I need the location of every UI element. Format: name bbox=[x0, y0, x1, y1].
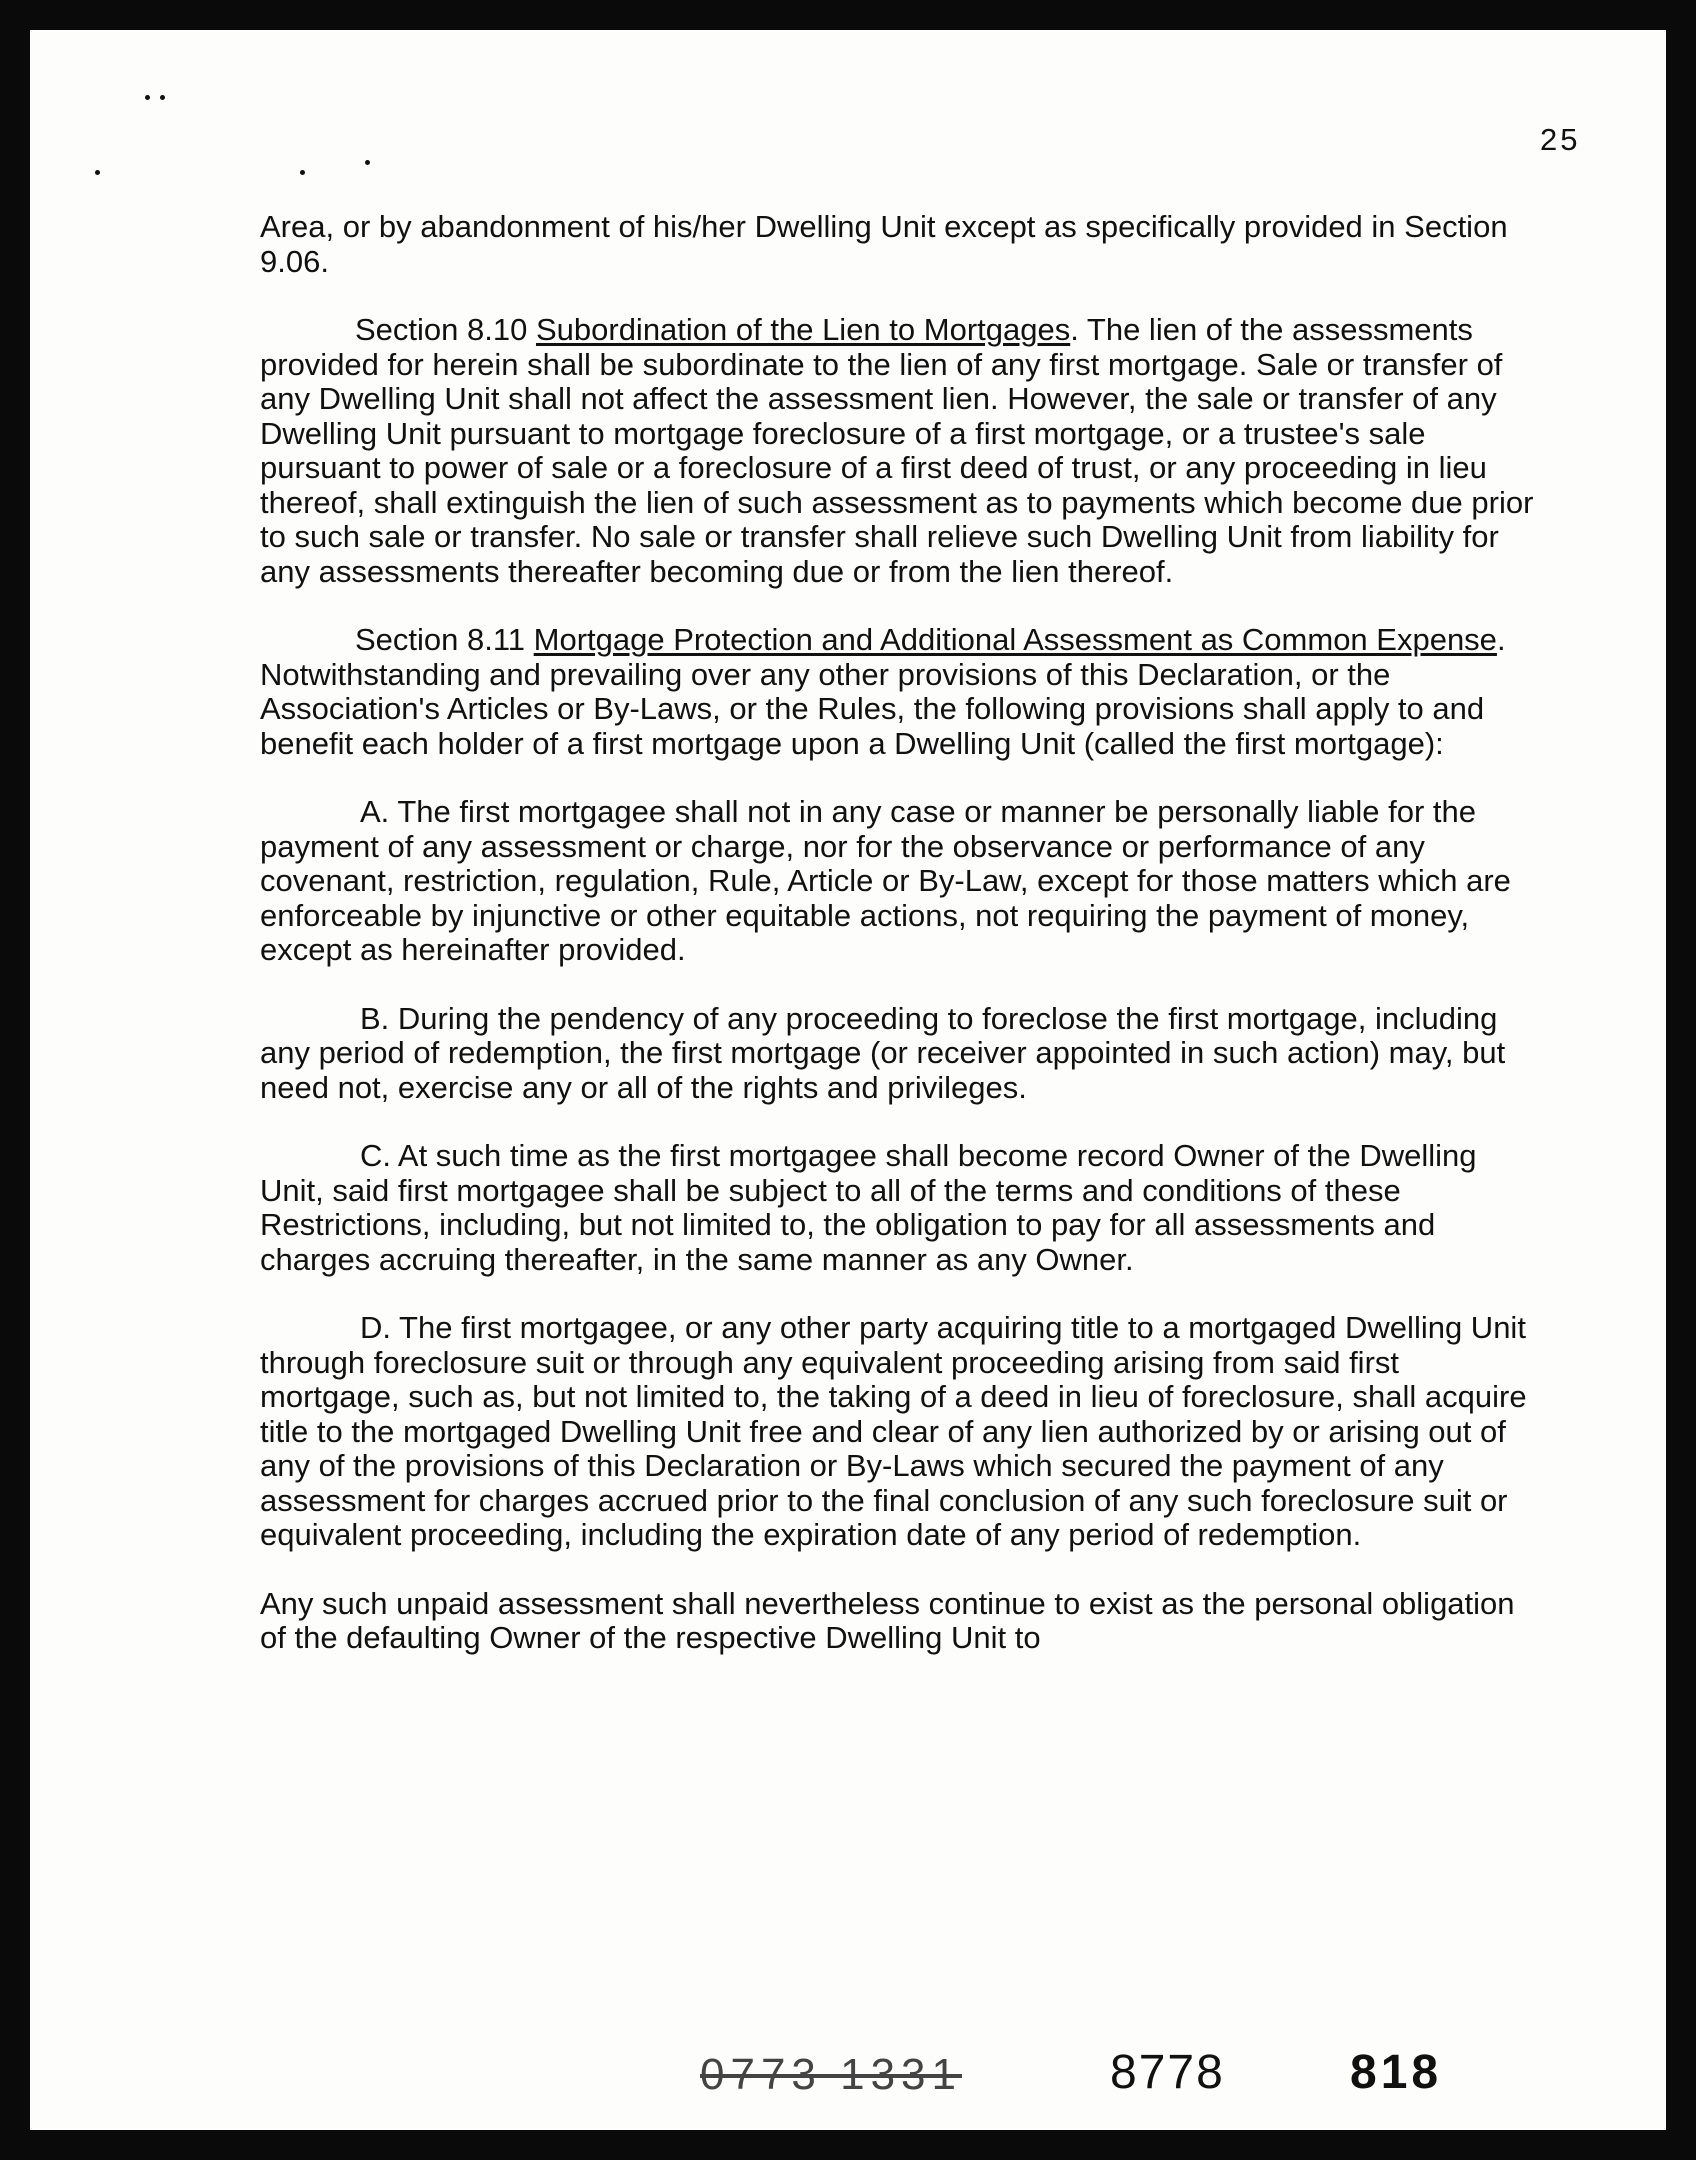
paragraph-final: Any such unpaid assessment shall nevertheless continue to exist as the personal obligation of the defaulting Owner of the respective Dwelling Unit to bbox=[260, 1585, 1515, 1655]
struck-record-number: 0773 1331 bbox=[700, 2050, 962, 2099]
record-page: 818 bbox=[1350, 2046, 1443, 2099]
section-label: Section 8.11 bbox=[355, 622, 534, 657]
provision-c: C. At such time as the first mortgagee shall become record Owner of the Dwelling Unit, said first mortgagee shall be subject to all of the terms and conditions of these Restrictions, including, but not limited to, the obligation to pay for all assessments and charges accruing thereafter, in the same manner as any Owner. bbox=[260, 1138, 1477, 1277]
provision-a: A. The first mortgagee shall not in any case or manner be personally liable for the payment of any assessment or charge, nor for the observance or performance of any covenant, restriction, regulation, Rule, Article or By-Law, except for those matters which are enforceable by injunctive or other equitable actions, not requiring the payment of money, except as hereinafter provided. bbox=[260, 794, 1511, 967]
section-body: . The lien of the assessments provided for herein shall be subordinate to the lien of any first mortgage. Sale or transfer of any Dwelling Unit shall not affect the assessment lien. However, the sale or transfer of any Dwelling Unit pursuant to mortgage foreclosure of a first mortgage, or a trustee's sale pursuant to power of sale or a foreclosure of a first deed of trust, or any proceeding in lieu thereof, shall extinguish the lien of such assessment as to payments which become due prior to such sale or transfer. No sale or transfer shall relieve such Dwelling Unit from liability for any assessments thereafter becoming due or from the lien thereof. bbox=[260, 312, 1534, 589]
document-page bbox=[30, 30, 1666, 2130]
paragraph-continuation: Area, or by abandonment of his/her Dwelling Unit except as specifically provided in Section 9.06. bbox=[260, 209, 1508, 279]
section-label: Section 8.10 bbox=[355, 312, 536, 347]
scan-speck bbox=[160, 95, 165, 100]
scan-speck bbox=[300, 170, 305, 175]
section-title: Mortgage Protection and Additional Assessment as Common Expense bbox=[533, 622, 1497, 657]
document-body bbox=[260, 210, 1540, 1690]
section-title: Subordination of the Lien to Mortgages bbox=[535, 312, 1071, 347]
scan-speck bbox=[365, 160, 370, 165]
provision-d: D. The first mortgagee, or any other party acquiring title to a mortgaged Dwelling Unit through foreclosure suit or through any equivalent proceeding arising from said first mortgage, such as, but not limited to, the taking of a deed in lieu of foreclosure, shall acquire title to the mortgaged Dwelling Unit free and clear of any lien authorized by or arising out of any of the provisions of this Declaration or By-Laws which secured the payment of any assessment for charges accrued prior to the final conclusion of any such foreclosure suit or equivalent proceeding, including the expiration date of any period of redemption. bbox=[260, 1310, 1527, 1552]
page-number: 25 bbox=[1540, 122, 1581, 157]
section-body: . Notwithstanding and prevailing over any other provisions of this Declaration, or the Association's Articles or By-Laws, or the Rules, the following provisions shall apply to and benefit each holder of a first mortgage upon a Dwelling Unit (called the first mortgage): bbox=[260, 622, 1506, 761]
provision-b: B. During the pendency of any proceeding to foreclose the first mortgage, including any period of redemption, the first mortgage (or receiver appointed in such action) may, but need not, exercise any or all of the rights and privileges. bbox=[260, 1000, 1506, 1105]
scan-speck bbox=[95, 170, 100, 175]
record-number: 8778 bbox=[1110, 2046, 1225, 2099]
section-8-11 bbox=[260, 623, 1540, 761]
scan-speck bbox=[145, 95, 150, 100]
section-8-10 bbox=[260, 313, 1540, 589]
